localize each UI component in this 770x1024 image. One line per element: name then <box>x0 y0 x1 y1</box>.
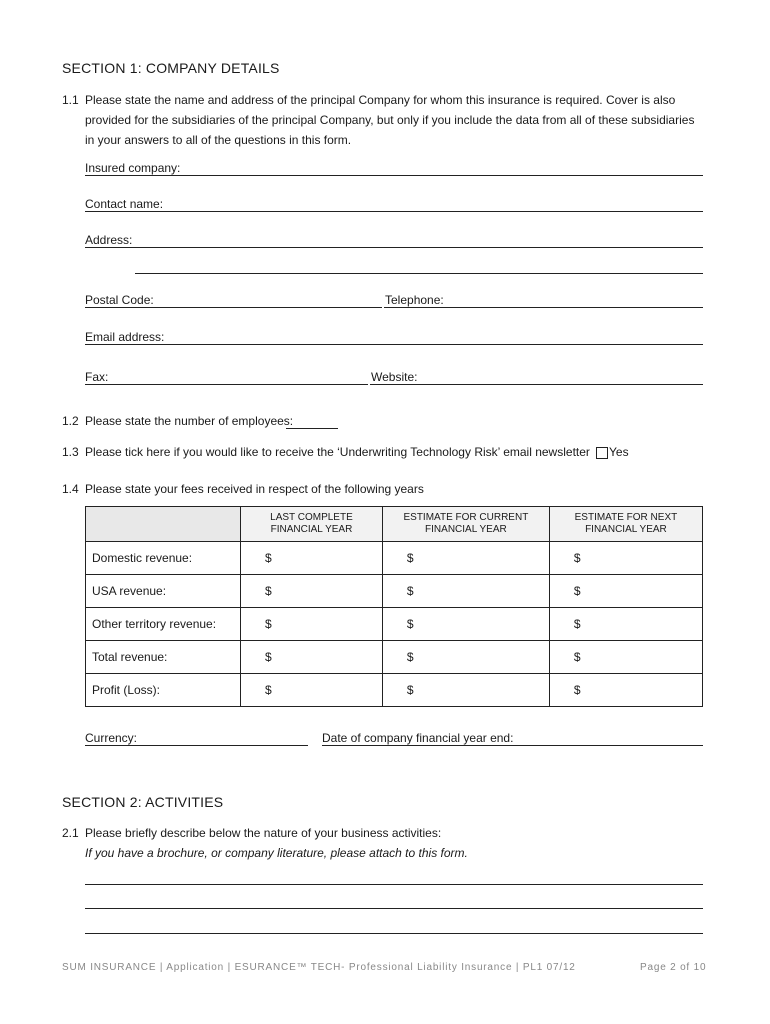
other-territory-revenue-last-year-cell[interactable]: $ <box>241 608 383 641</box>
telephone-field[interactable] <box>384 307 703 308</box>
question-1-1-number: 1.1 <box>62 93 79 107</box>
total-revenue-next-year-cell[interactable]: $ <box>549 641 702 674</box>
column-header-current-year-estimate: ESTIMATE FOR CURRENT FINANCIAL YEAR <box>382 507 549 542</box>
question-1-4-number: 1.4 <box>62 482 79 496</box>
table-row <box>86 641 703 674</box>
usa-revenue-next-year-cell[interactable]: $ <box>549 575 702 608</box>
profit-loss-current-year-cell[interactable]: $ <box>382 674 549 707</box>
section-1-title: SECTION 1: COMPANY DETAILS <box>62 60 280 76</box>
email-field[interactable] <box>85 344 703 345</box>
contact-name-field[interactable] <box>85 211 703 212</box>
website-field[interactable] <box>370 384 703 385</box>
insured-company-field[interactable] <box>85 175 703 176</box>
column-header-next-year-estimate: ESTIMATE FOR NEXT FINANCIAL YEAR <box>549 507 702 542</box>
fees-table <box>85 506 703 707</box>
usa-revenue-last-year-cell[interactable]: $ <box>241 575 383 608</box>
question-1-2-number: 1.2 <box>62 414 79 428</box>
newsletter-yes-label: Yes <box>609 445 629 459</box>
fees-table-header-row <box>86 507 703 542</box>
profit-loss-last-year-cell[interactable]: $ <box>241 674 383 707</box>
domestic-revenue-next-year-cell[interactable]: $ <box>549 542 702 575</box>
table-row <box>86 575 703 608</box>
question-1-3-number: 1.3 <box>62 445 79 459</box>
row-label-usa-revenue: USA revenue: <box>86 575 241 608</box>
footer-page-number: Page 2 of 10 <box>640 962 707 973</box>
fax-field[interactable] <box>85 384 368 385</box>
other-territory-revenue-current-year-cell[interactable]: $ <box>382 608 549 641</box>
section-2-title: SECTION 2: ACTIVITIES <box>62 794 224 810</box>
profit-loss-next-year-cell[interactable]: $ <box>549 674 702 707</box>
business-activities-line-3[interactable] <box>85 933 703 934</box>
footer-document-reference: SUM INSURANCE | Application | ESURANCE™ TECH- Professional Liability Insurance | PL1 07/12 <box>62 962 576 973</box>
address-field-line-1[interactable] <box>85 247 703 248</box>
row-label-profit-loss: Profit (Loss): <box>86 674 241 707</box>
total-revenue-current-year-cell[interactable]: $ <box>382 641 549 674</box>
table-row <box>86 674 703 707</box>
postal-code-label: Postal Code: <box>85 293 158 307</box>
contact-name-label: Contact name: <box>85 197 167 211</box>
question-1-1-text: Please state the name and address of the principal Company for whom this insurance is required. Cover is also provided for the subsidiaries of the principal Company, but only if you include the data from all of these subsidiaries in your answers to all of the questions in this form. <box>85 93 695 147</box>
currency-label: Currency: <box>85 731 141 745</box>
column-header-last-complete-year: LAST COMPLETE FINANCIAL YEAR <box>241 507 383 542</box>
domestic-revenue-current-year-cell[interactable]: $ <box>382 542 549 575</box>
fees-table-corner <box>86 507 241 542</box>
table-row <box>86 608 703 641</box>
question-2-1-note: If you have a brochure, or company literature, please attach to this form. <box>85 846 468 860</box>
financial-year-end-field[interactable] <box>322 745 703 746</box>
question-2-1-number: 2.1 <box>62 826 79 840</box>
website-label: Website: <box>371 370 421 384</box>
employees-field[interactable] <box>286 428 338 429</box>
financial-year-end-label: Date of company financial year end: <box>322 731 517 745</box>
telephone-label: Telephone: <box>385 293 448 307</box>
other-territory-revenue-next-year-cell[interactable]: $ <box>549 608 702 641</box>
question-2-1-text: Please briefly describe below the nature of your business activities: <box>85 826 442 840</box>
question-1-3-text: Please tick here if you would like to receive the ‘Underwriting Technology Risk’ email newsletter <box>85 445 590 459</box>
row-label-other-territory-revenue: Other territory revenue: <box>86 608 241 641</box>
row-label-total-revenue: Total revenue: <box>86 641 241 674</box>
business-activities-line-2[interactable] <box>85 908 703 909</box>
domestic-revenue-last-year-cell[interactable]: $ <box>241 542 383 575</box>
row-label-domestic-revenue: Domestic revenue: <box>86 542 241 575</box>
business-activities-line-1[interactable] <box>85 884 703 885</box>
table-row <box>86 542 703 575</box>
address-label: Address: <box>85 233 136 247</box>
question-1-4-text: Please state your fees received in respect of the following years <box>85 482 424 496</box>
fax-label: Fax: <box>85 370 112 384</box>
total-revenue-last-year-cell[interactable]: $ <box>241 641 383 674</box>
address-field-line-2[interactable] <box>135 273 703 274</box>
usa-revenue-current-year-cell[interactable]: $ <box>382 575 549 608</box>
currency-field[interactable] <box>85 745 308 746</box>
email-label: Email address: <box>85 330 168 344</box>
postal-code-field[interactable] <box>85 307 382 308</box>
question-1-2-text: Please state the number of employees: <box>85 414 294 428</box>
insured-company-label: Insured company: <box>85 161 184 175</box>
newsletter-checkbox[interactable] <box>596 447 608 459</box>
